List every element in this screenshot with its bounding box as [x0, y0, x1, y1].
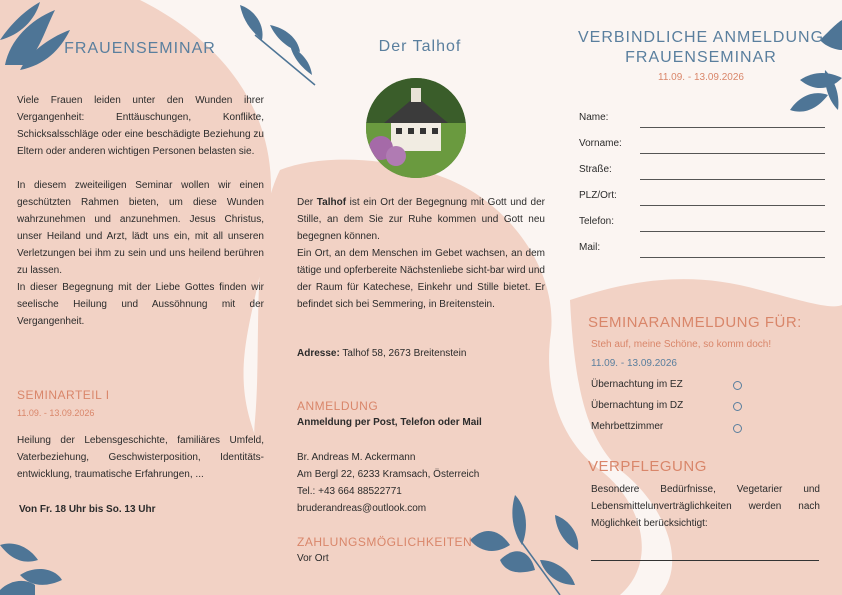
contact-email[interactable]: bruderandreas@outlook.com [297, 503, 427, 514]
house-photo [366, 78, 466, 178]
food-title: VERPFLEGUNG [588, 458, 707, 475]
intro-paragraph-2: In diesem zweiteiligen Seminar wollen wir einen geschützten Rahmen bieten, um diese Wunden wahrzunehmen und anzunehmen. Jesus Christus, unser Heiland und Arzt, lädt uns ein, mit all unseren Verletzungen bei ihm zu sein und uns heilend berühren zu lassen. [17, 180, 264, 276]
right-date: 11.09. - 13.09.2026 [658, 72, 744, 83]
radio-icon-mehrbett[interactable] [733, 424, 742, 433]
seminar-time: Von Fr. 18 Uhr bis So. 13 Uhr [19, 504, 156, 515]
talhof-paragraph-2: Ein Ort, an dem Menschen im Gebet wachsen, an dem tätige und opferbereite Nächstenliebe sicht-bar wird und der Raum für Katechese, Einkehr und Stille bietet. Er befindet sich bei Semmering, in Breitenstein. [297, 248, 545, 310]
food-text: Besondere Bedürfnisse, Vegetarier und Lebensmittelunverträglichkeiten werden nach Möglichkeit berücksichtigt: [591, 484, 820, 529]
contact-phone[interactable]: Tel.: +43 664 88522771 [297, 486, 402, 497]
address: Adresse: Talhof 58, 2673 Breitenstein [297, 348, 467, 359]
talhof-paragraph-1: Der Talhof ist ein Ort der Begegnung mit Gott und der Stille, an dem Sie zur Ruhe kommen und Gott neu begegnen können. [297, 197, 545, 242]
left-title: FRAUENSEMINAR [64, 40, 216, 57]
right-title: VERBINDLICHE ANMELDUNG FRAUENSEMINAR [577, 29, 825, 66]
seminar-part-text: Heilung der Lebensgeschichte, familiäres Umfeld, Vaterbeziehung, Geschwisterposition, Identitäts-entwicklung, traumatische Erfahrungen, ... [17, 435, 264, 480]
radio-icon-ez[interactable] [733, 381, 742, 390]
form-row-mail[interactable]: Mail: [579, 242, 825, 258]
registration-title: ANMELDUNG [297, 399, 379, 413]
option-label-ez: Übernachtung im EZ [591, 379, 683, 390]
intro-paragraph-1: Viele Frauen leiden unter den Wunden ihrer Vergangenheit: Enttäuschungen, Konflikte, Schicksalsschläge oder eine beschädigte Beziehung zu Eltern oder anderen wichtigen Personen belasten sie. [17, 95, 264, 157]
option-label-dz: Übernachtung im DZ [591, 400, 684, 411]
contact-street: Am Bergl 22, 6233 Kramsach, Österreich [297, 469, 480, 480]
food-input-line[interactable] [591, 560, 819, 561]
seminar-part-title: SEMINARTEIL I [17, 388, 110, 402]
form-row-telefon[interactable]: Telefon: [579, 216, 825, 232]
seminar-part-date: 11.09. - 13.09.2026 [17, 408, 95, 418]
option-label-mehrbett: Mehrbettzimmer [591, 421, 664, 432]
intro-paragraph-3: In dieser Begegnung mit der Liebe Gottes finden wir seelische Heilung und Aussöhnung mit der Vergangenheit. [17, 282, 264, 327]
form-row-name[interactable]: Name: [579, 112, 825, 128]
payment-value: Vor Ort [297, 553, 329, 564]
contact-name: Br. Andreas M. Ackermann [297, 452, 416, 463]
form-row-plz-ort[interactable]: PLZ/Ort: [579, 190, 825, 206]
registration-subtitle: Anmeldung per Post, Telefon oder Mail [297, 417, 482, 428]
seminar-registration-date: 11.09. - 13.09.2026 [591, 358, 677, 369]
seminar-registration-title: SEMINARANMELDUNG FÜR: [588, 314, 802, 331]
radio-icon-dz[interactable] [733, 402, 742, 411]
middle-title: Der Talhof [378, 38, 462, 55]
form-row-strasse[interactable]: Straße: [579, 164, 825, 180]
leaf-icon [240, 5, 315, 85]
payment-title: ZAHLUNGSMÖGLICHKEITEN [297, 535, 473, 549]
form-row-vorname[interactable]: Vorname: [579, 138, 825, 154]
seminar-registration-subtitle: Steh auf, meine Schöne, so komm doch! [591, 339, 772, 350]
